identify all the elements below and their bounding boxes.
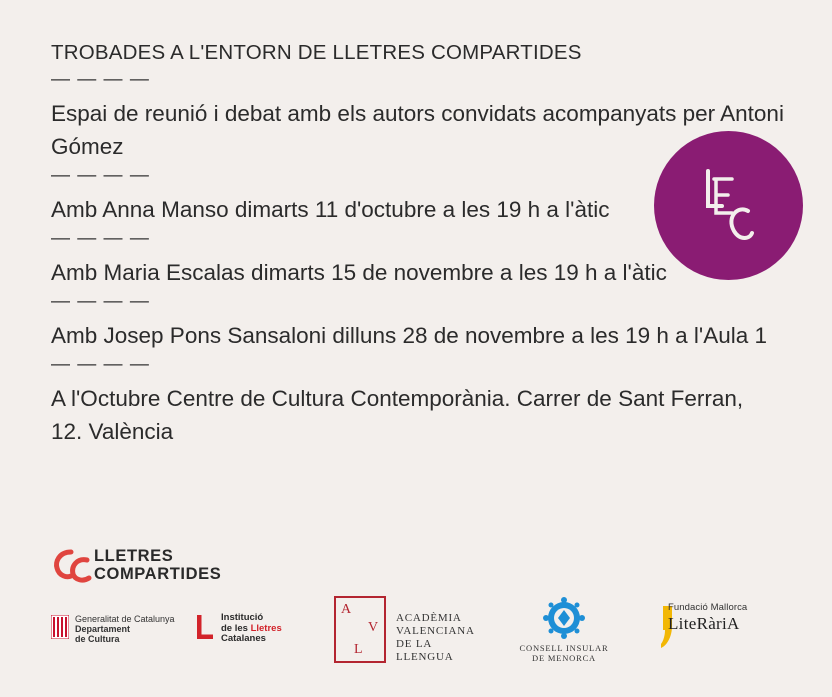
consell-emblem-icon [542,596,586,640]
ilc-text [221,613,282,645]
generalitat-line-1: Generalitat de Catalunya [75,614,175,624]
separator: — — — — [51,291,150,312]
lec-badge-logo [654,131,803,280]
logo-line-1: LLETRES [94,547,174,565]
fundacio-mallorca-literaria-logo [660,598,780,658]
fundacio-line-2: LiteRàriA [668,614,740,633]
avl-text [396,612,475,664]
avl-letter-l: L [354,642,363,657]
consell-text [512,644,616,663]
separator: — — — — [51,354,150,375]
session-1: Amb Anna Manso dimarts 11 d'octubre a les 19 h a l'àtic [51,197,610,222]
avl-line-4: LLENGUA [396,651,454,663]
session-2: Amb Maria Escalas dimarts 15 de novembre a les 19 h a l'àtic [51,260,667,285]
generalitat-line-3: de Cultura [75,634,120,644]
avl-letter-a: A [341,602,352,617]
consell-line-2: DE MENORCA [532,652,596,663]
ilc-l-icon [197,613,215,639]
generalitat-text [75,614,175,644]
lec-monogram-icon [654,131,803,280]
consell-line-1: CONSELL INSULAR [519,643,609,653]
avl-logo [334,596,474,666]
ilc-line-3: Catalanes [221,633,266,644]
ilc-line-2b: Lletres [250,622,282,634]
page-title: TROBADES A L'ENTORN DE LLETRES COMPARTIDES [51,41,582,64]
ilc-line-1: Institució [221,612,264,623]
consell-insular-menorca-logo [512,596,622,666]
separator: — — — — [51,165,150,186]
venue-text: A l'Octubre Centre de Cultura Contemporània. Carrer de Sant Ferran, 12. València [51,386,744,444]
separator: — — — — [51,69,150,90]
session-3: Amb Josep Pons Sansaloni dilluns 28 de novembre a les 19 h a l'Aula 1 [51,323,767,348]
avl-line-3: DE LA [396,638,433,650]
institucio-lletres-catalanes-logo [197,611,297,645]
separator: — — — — [51,228,150,249]
senyera-icon [51,615,69,639]
lletres-compartides-icon [51,546,95,586]
avl-box-icon [334,596,386,663]
generalitat-line-2: Departament [75,624,131,634]
lletres-compartides-logo [51,546,271,586]
intro-text: Espai de reunió i debat amb els autors convidats acompanyats per Antoni Gómez [51,101,784,159]
avl-line-1: ACADÈMIA [396,612,462,624]
fundacio-line-1: Fundació Mallorca [668,602,748,613]
avl-line-2: VALENCIANA [396,625,475,637]
avl-letter-v: V [368,620,379,635]
logo-line-2: COMPARTIDES [94,565,222,583]
ilc-line-2a: de les [221,622,251,634]
generalitat-logo [51,612,181,646]
